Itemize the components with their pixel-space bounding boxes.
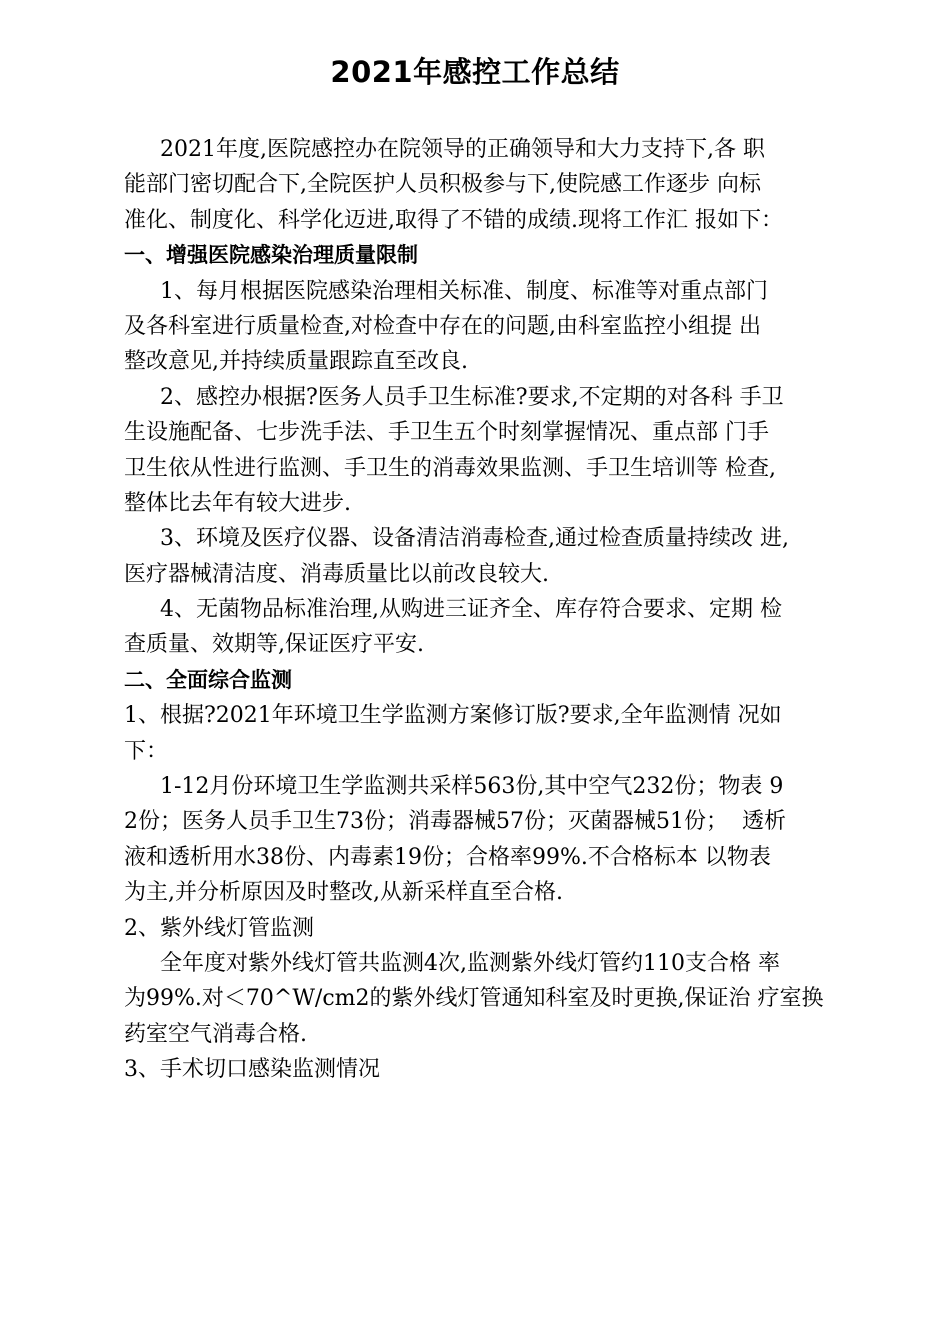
- paragraph-line: 查质量、效期等,保证医疗平安.: [124, 632, 424, 658]
- section-heading: 一、增强医院感染治理质量限制: [124, 243, 418, 268]
- paragraph-line: 全年度对紫外线灯管共监测4次,监测紫外线灯管约110支合格 率: [160, 950, 780, 976]
- paragraph-line: 3、环境及医疗仪器、设备清洁消毒检查,通过检查质量持续改 进,: [160, 526, 789, 552]
- paragraph-line: 准化、制度化、科学化迈进,取得了不错的成绩.现将工作汇 报如下：: [124, 207, 783, 233]
- paragraph-line: 2021年度,医院感控办在院领导的正确领导和大力支持下,各 职: [160, 137, 765, 162]
- paragraph-line: 整改意见,并持续质量跟踪直至改良.: [124, 349, 468, 375]
- paragraph-line: 1-12月份环境卫生学监测共采样563份,其中空气232份；物表 9: [160, 774, 784, 800]
- paragraph-line: 2份；医务人员手卫生73份；消毒器械57份；灭菌器械51份； 透析: [124, 809, 786, 835]
- paragraph-line: 3、手术切口感染监测情况: [124, 1057, 380, 1083]
- paragraph-line: 卫生依从性进行监测、手卫生的消毒效果监测、手卫生培训等 检查,: [124, 455, 776, 481]
- paragraph-line: 及各科室进行质量检查,对检查中存在的问题,由科室监控小组提 出: [124, 313, 761, 339]
- paragraph-line: 药室空气消毒合格.: [124, 1021, 307, 1047]
- paragraph-line: 液和透析用水38份、内毒素19份；合格率99%.不合格标本 以物表: [124, 844, 771, 870]
- paragraph-line: 为99%.对＜70^W/cm2的紫外线灯管通知科室及时更换,保证治 疗室换: [124, 986, 824, 1012]
- document-body: [124, 132, 850, 1088]
- paragraph-line: 1、每月根据医院感染治理相关标准、制度、标准等对重点部门: [160, 278, 768, 304]
- paragraph-line: 4、无菌物品标准治理,从购进三证齐全、库存符合要求、定期 检: [160, 597, 782, 623]
- paragraph-line: 整体比去年有较大进步.: [124, 490, 351, 516]
- paragraph-line: 2、感控办根据?医务人员手卫生标准?要求,不定期的对各科 手卫: [160, 384, 784, 410]
- paragraph-line: 能部门密切配合下,全院医护人员积极参与下,使院感工作逐步 向标: [124, 172, 761, 198]
- paragraph-line: 为主,并分析原因及时整改,从新采样直至合格.: [124, 880, 563, 906]
- document-title: 2021年感控工作总结: [330, 55, 620, 89]
- paragraph-line: 1、根据?2021年环境卫生学监测方案修订版?要求,全年监测情 况如: [124, 703, 782, 729]
- paragraph-line: 生设施配备、七步洗手法、手卫生五个时刻掌握情况、重点部 门手: [124, 420, 769, 446]
- paragraph-line: 2、紫外线灯管监测: [124, 915, 314, 941]
- paragraph-line: 下：: [124, 738, 169, 764]
- section-heading: 二、全面综合监测: [124, 667, 292, 692]
- paragraph-line: 医疗器械清洁度、消毒质量比以前改良较大.: [124, 561, 549, 587]
